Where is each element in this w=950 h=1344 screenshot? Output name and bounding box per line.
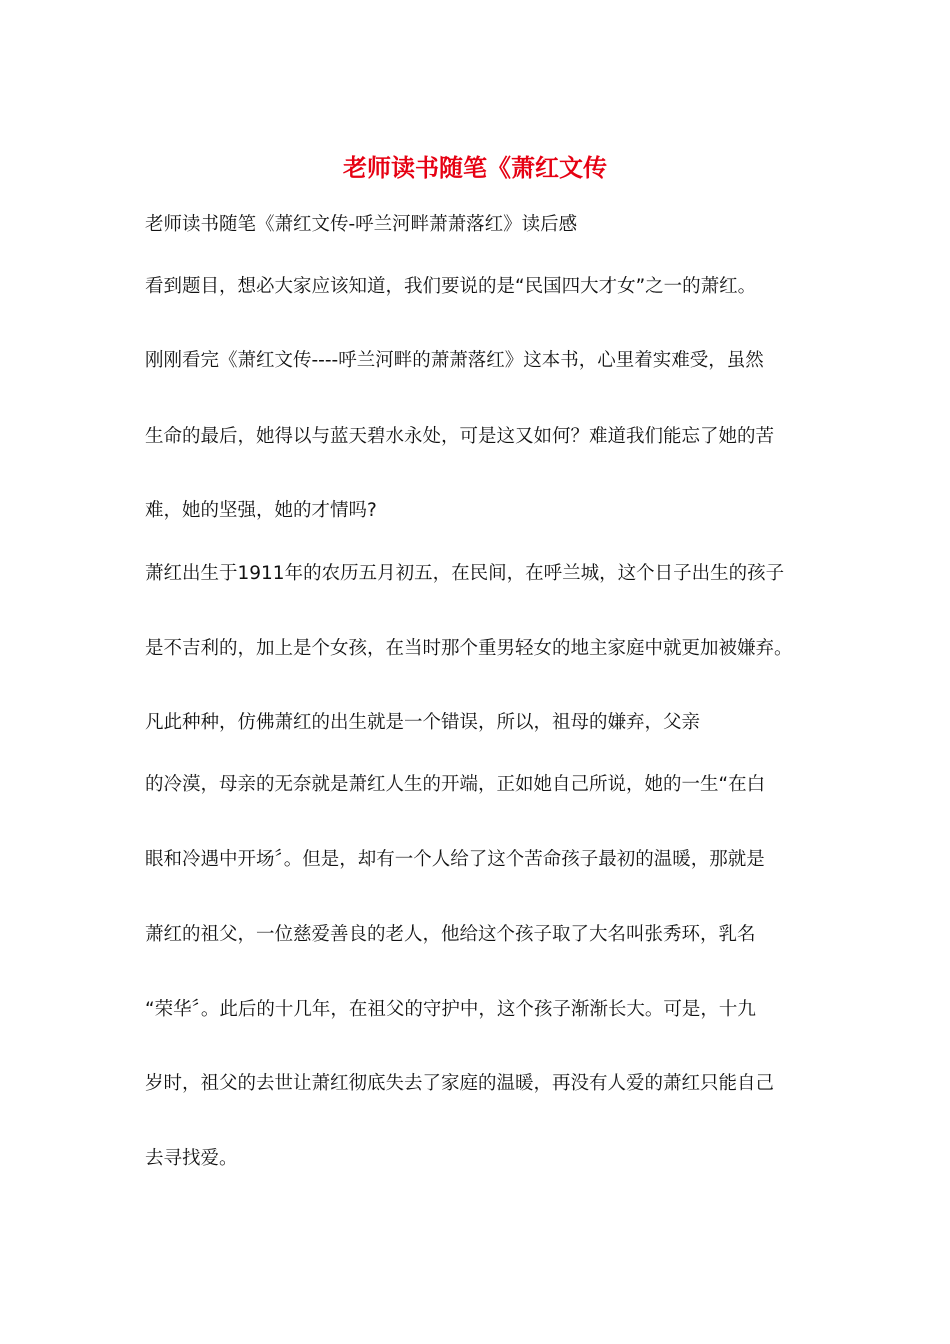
paragraph-line: 岁时，祖父的去世让萧红彻底失去了家庭的温暖，再没有人爱的萧红只能自己 — [145, 1073, 775, 1094]
paragraph-line: 是不吉利的，加上是个女孩，在当时那个重男轻女的地主家庭中就更加被嫌弃。 — [145, 638, 793, 659]
paragraph-line: 萧红出生于1911年的农历五月初五，在民间，在呼兰城，这个日子出生的孩子 — [145, 563, 785, 584]
paragraph-line: 看到题目，想必大家应该知道，我们要说的是“民国四大才女”之一的萧红。 — [145, 276, 757, 297]
paragraph-line: “荣华〞。此后的十几年，在祖父的守护中，这个孩子渐渐长大。可是，十九 — [145, 999, 756, 1020]
paragraph-line: 萧红的祖父，一位慈爱善良的老人，他给这个孩子取了大名叫张秀环，乳名 — [145, 924, 756, 945]
paragraph-line: 难，她的坚强，她的才情吗? — [145, 500, 377, 521]
paragraph-line: 刚刚看完《萧红文传----呼兰河畔的萧萧落红》这本书，心里着实难受，虽然 — [145, 350, 764, 371]
paragraph-line: 眼和冷遇中开场〞。但是，却有一个人给了这个苦命孩子最初的温暖，那就是 — [145, 849, 765, 870]
paragraph-line: 去寻找爱。 — [145, 1148, 238, 1169]
paragraph-line: 生命的最后，她得以与蓝天碧水永处，可是这又如何？难道我们能忘了她的苦 — [145, 426, 775, 447]
paragraph-line: 的冷漠，母亲的无奈就是萧红人生的开端，正如她自己所说，她的一生“在白 — [145, 774, 766, 795]
document-title: 老师读书随笔《萧红文传 — [343, 153, 607, 182]
paragraph-line: 凡此种种，仿佛萧红的出生就是一个错误，所以，祖母的嫌弃，父亲 — [145, 712, 701, 733]
document-subtitle: 老师读书随笔《萧红文传-呼兰河畔萧萧落红》读后感 — [145, 214, 578, 235]
